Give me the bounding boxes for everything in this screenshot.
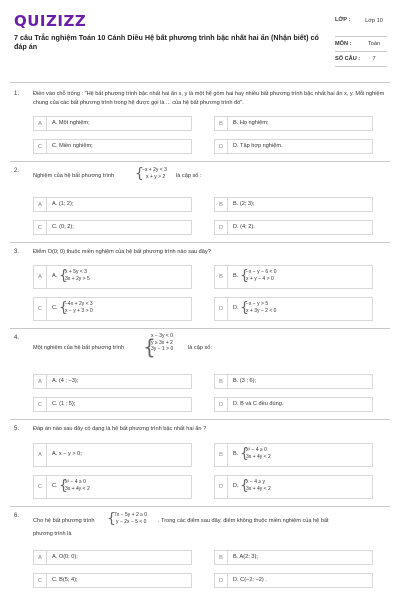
option-d[interactable]: D D. Tập hợp nghiệm. xyxy=(214,139,373,154)
option-b[interactable]: B B. { −x − y − 6 < 0 x + y − 4 > 0 xyxy=(214,265,373,289)
question-text: Nghiệm của hệ bất phương trình xyxy=(33,173,115,179)
subject-label: MÔN : xyxy=(335,41,352,47)
option-b[interactable]: B B. (3 ; 6); xyxy=(214,374,373,389)
question-text: Điền vào chỗ trống : "Hệ bất phương trình bậc nhất hai ẩn x, y là một hệ gồm hai hay nhiều bất phương trình bậc nhất hai ẩn x, y. Mỗi nghiệm chung của các bất phương trình trong hệ được gọi là ... của hệ bất phương trình đó". xyxy=(33,91,385,106)
question-divider xyxy=(10,161,390,162)
question-text: Đáp án nào sau đây có dạng là hệ bất phương trình bậc nhất hai ẩn ? xyxy=(33,426,207,432)
option-b[interactable]: B B. A(2; 3); xyxy=(214,550,373,565)
option-a[interactable]: A A. O(0; 0); xyxy=(33,550,192,565)
option-a[interactable]: A A. (4 ; −3); xyxy=(33,374,192,389)
system-brace: { xyxy=(143,335,156,359)
option-c[interactable]: C C. (1 ; 5); xyxy=(33,397,192,412)
question-divider xyxy=(10,419,390,420)
question-number: 3. xyxy=(14,249,20,255)
document-title: 7 câu Trắc nghiệm Toán 10 Cánh Diều Hệ bất phương trình bậc nhất hai ẩn (Nhận biết) có đáp án xyxy=(14,33,319,51)
meta-divider xyxy=(335,66,387,67)
question-text: Điểm O(0; 0) thuộc miền nghiệm của hệ bất phương trình nào sau đây? xyxy=(33,249,211,255)
inequality-system: x − 3y < 0 y ≥ 3x + 2 3y − 1 > 0 xyxy=(151,333,174,352)
system-brace: { xyxy=(107,511,116,527)
option-d[interactable]: D D. C(−2; −2) . xyxy=(214,573,373,588)
question-divider xyxy=(10,328,390,329)
question-text: phương trình là xyxy=(33,531,72,537)
option-d[interactable]: D D. B và C đều đúng. xyxy=(214,397,373,412)
question-text: Một nghiệm của hệ bất phương trình xyxy=(33,345,125,351)
count-label: SỐ CÂU : xyxy=(335,56,361,62)
question-number: 2. xyxy=(14,168,20,174)
question-text: là cặp số: xyxy=(188,345,212,351)
option-c[interactable]: C C. B(5; 4); xyxy=(33,573,192,588)
option-a[interactable]: A A. (1; 2); xyxy=(33,197,192,212)
inequality-system: 7x − 5y + 2 ≥ 0 y − 2x − 5 < 0 xyxy=(114,512,148,525)
option-c[interactable]: C C. { −4x + 2y < 3 x − y + 3 > 0 xyxy=(33,297,192,321)
question-number: 1. xyxy=(14,91,20,97)
option-c[interactable]: C C. (0; 2); xyxy=(33,220,192,235)
question-number: 5. xyxy=(14,426,20,432)
option-d[interactable]: D D. (4; 2). xyxy=(214,220,373,235)
option-b[interactable]: B B. (2; 3); xyxy=(214,197,373,212)
header-divider xyxy=(10,82,390,83)
subject-value: Toán xyxy=(367,41,381,47)
meta-divider xyxy=(335,51,387,52)
option-b[interactable]: B B. { x² − 4 ≥ 0 3x + 4y < 2 xyxy=(214,443,373,467)
option-d[interactable]: D D. { −x − y > 5 x + 3y − 2 < 0 xyxy=(214,297,373,321)
class-label: LỚP : xyxy=(335,17,351,23)
option-d[interactable]: D D. { x − 4 ≥ y 3x + 4y < 2 xyxy=(214,475,373,499)
question-number: 4. xyxy=(14,335,20,341)
quizizz-logo: QUIZIZZ xyxy=(14,12,87,30)
question-number: 6. xyxy=(14,513,20,519)
count-value: 7 xyxy=(372,56,376,62)
question-text: Cho hệ bất phương trình xyxy=(33,518,95,524)
question-divider xyxy=(10,506,390,507)
question-text: là cặp số : xyxy=(176,173,202,179)
class-value: Lớp 10 xyxy=(365,18,383,24)
option-a[interactable]: A A. Một nghiệm; xyxy=(33,116,192,131)
inequality-system: −x + 2y < 3 x + y > 2 xyxy=(142,167,167,180)
question-divider xyxy=(10,242,390,243)
option-a[interactable]: A A. x − y > 0; xyxy=(33,443,192,467)
option-a[interactable]: A A. { x + 5y < 3 3x + 2y > 5 xyxy=(33,265,192,289)
meta-divider xyxy=(335,36,387,37)
option-c[interactable]: C C. { x² − 4 ≥ 0 3x + 4y < 2 xyxy=(33,475,192,499)
option-c[interactable]: C C. Miền nghiệm; xyxy=(33,139,192,154)
question-text: . Trong các điểm sau đây, điểm không thuộc miền nghiệm của hệ bất xyxy=(158,518,329,524)
option-b[interactable]: B B. Họ nghiệm; xyxy=(214,116,373,131)
system-brace: { xyxy=(135,166,144,182)
